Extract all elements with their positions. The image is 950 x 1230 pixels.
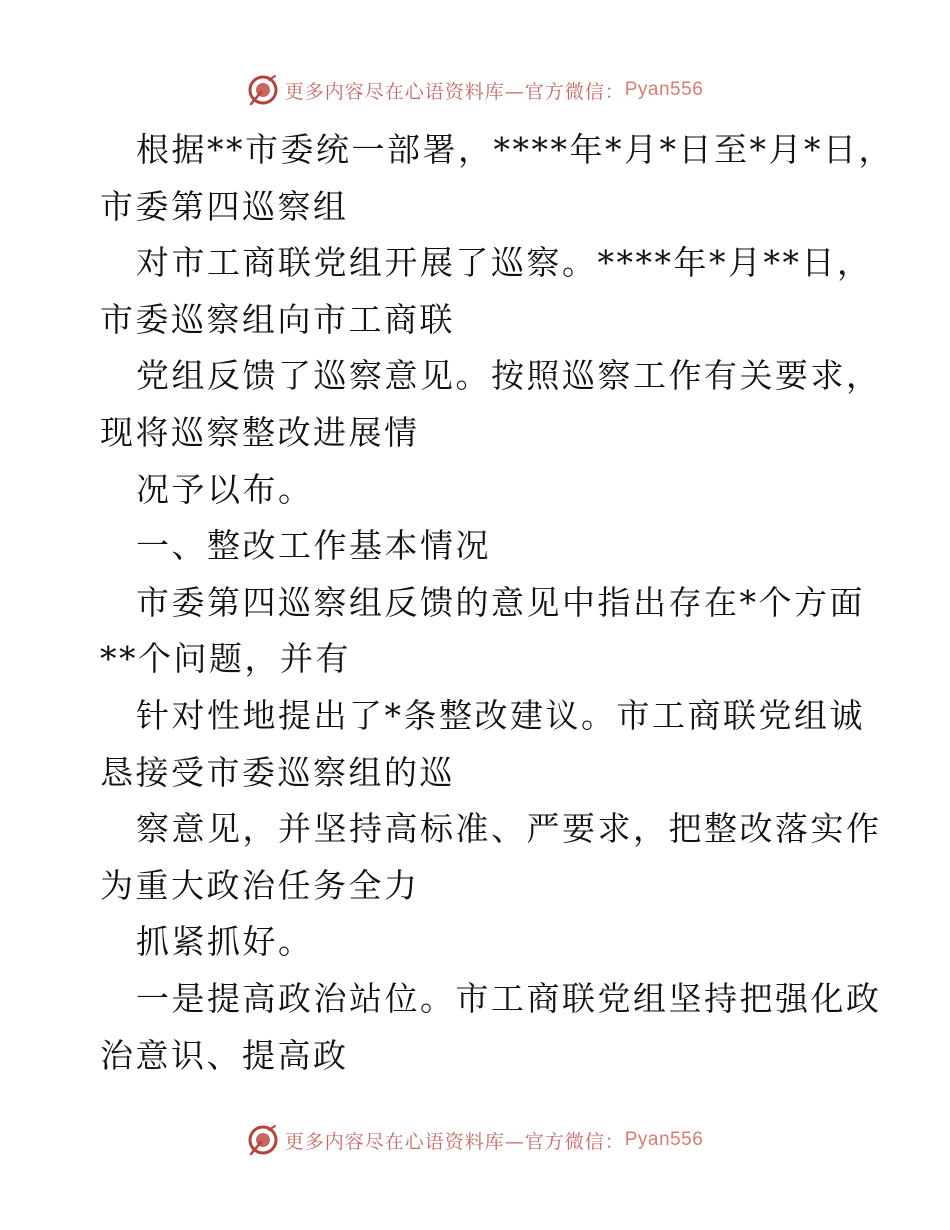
text-line: 一是提高政治站位。市工商联党组坚持把强化政 (136, 978, 882, 1018)
footer-watermark (0, 1120, 950, 1160)
text-line: 恳接受市委巡察组的巡 (100, 752, 455, 792)
watermark-text: 更多内容尽在心语资料库—官方微信： (284, 80, 625, 103)
text-line: 况予以布。 (136, 469, 314, 509)
text-line: 针对性地提出了*条整改建议。市工商联党组诚 (136, 695, 865, 735)
section-heading: 一、整改工作基本情况 (136, 526, 491, 566)
text-line: 抓紧抓好。 (136, 922, 314, 962)
pen-logo-icon (247, 1124, 279, 1156)
watermark-text: 更多内容尽在心语资料库—官方微信： (284, 1130, 625, 1153)
text-line: 察意见，并坚持高标准、严要求，把整改落实作 (136, 809, 882, 849)
text-line: **个问题，并有 (100, 639, 351, 679)
text-line: 现将巡察整改进展情 (100, 412, 420, 452)
watermark-wechat-id: Pyan556 (624, 1129, 704, 1150)
watermark-wechat-id: Pyan556 (624, 79, 704, 100)
text-line: 治意识、提高政 (100, 1035, 349, 1075)
header-watermark (0, 70, 950, 110)
text-line: 对市工商联党组开展了巡察。****年*月**日， (136, 243, 873, 283)
text-line: 根据**市委统一部署，****年*月*日至*月*日， (136, 130, 894, 169)
text-line: 党组反馈了巡察意见。按照巡察工作有关要求， (136, 356, 882, 396)
document-body (100, 122, 894, 1084)
text-line: 为重大政治任务全力 (100, 865, 420, 905)
text-line: 市委第四巡察组反馈的意见中指出存在*个方面 (136, 582, 865, 622)
text-line: 市委巡察组向市工商联 (100, 299, 455, 339)
text-line: 市委第四巡察组 (100, 186, 349, 226)
pen-logo-icon (247, 74, 279, 106)
